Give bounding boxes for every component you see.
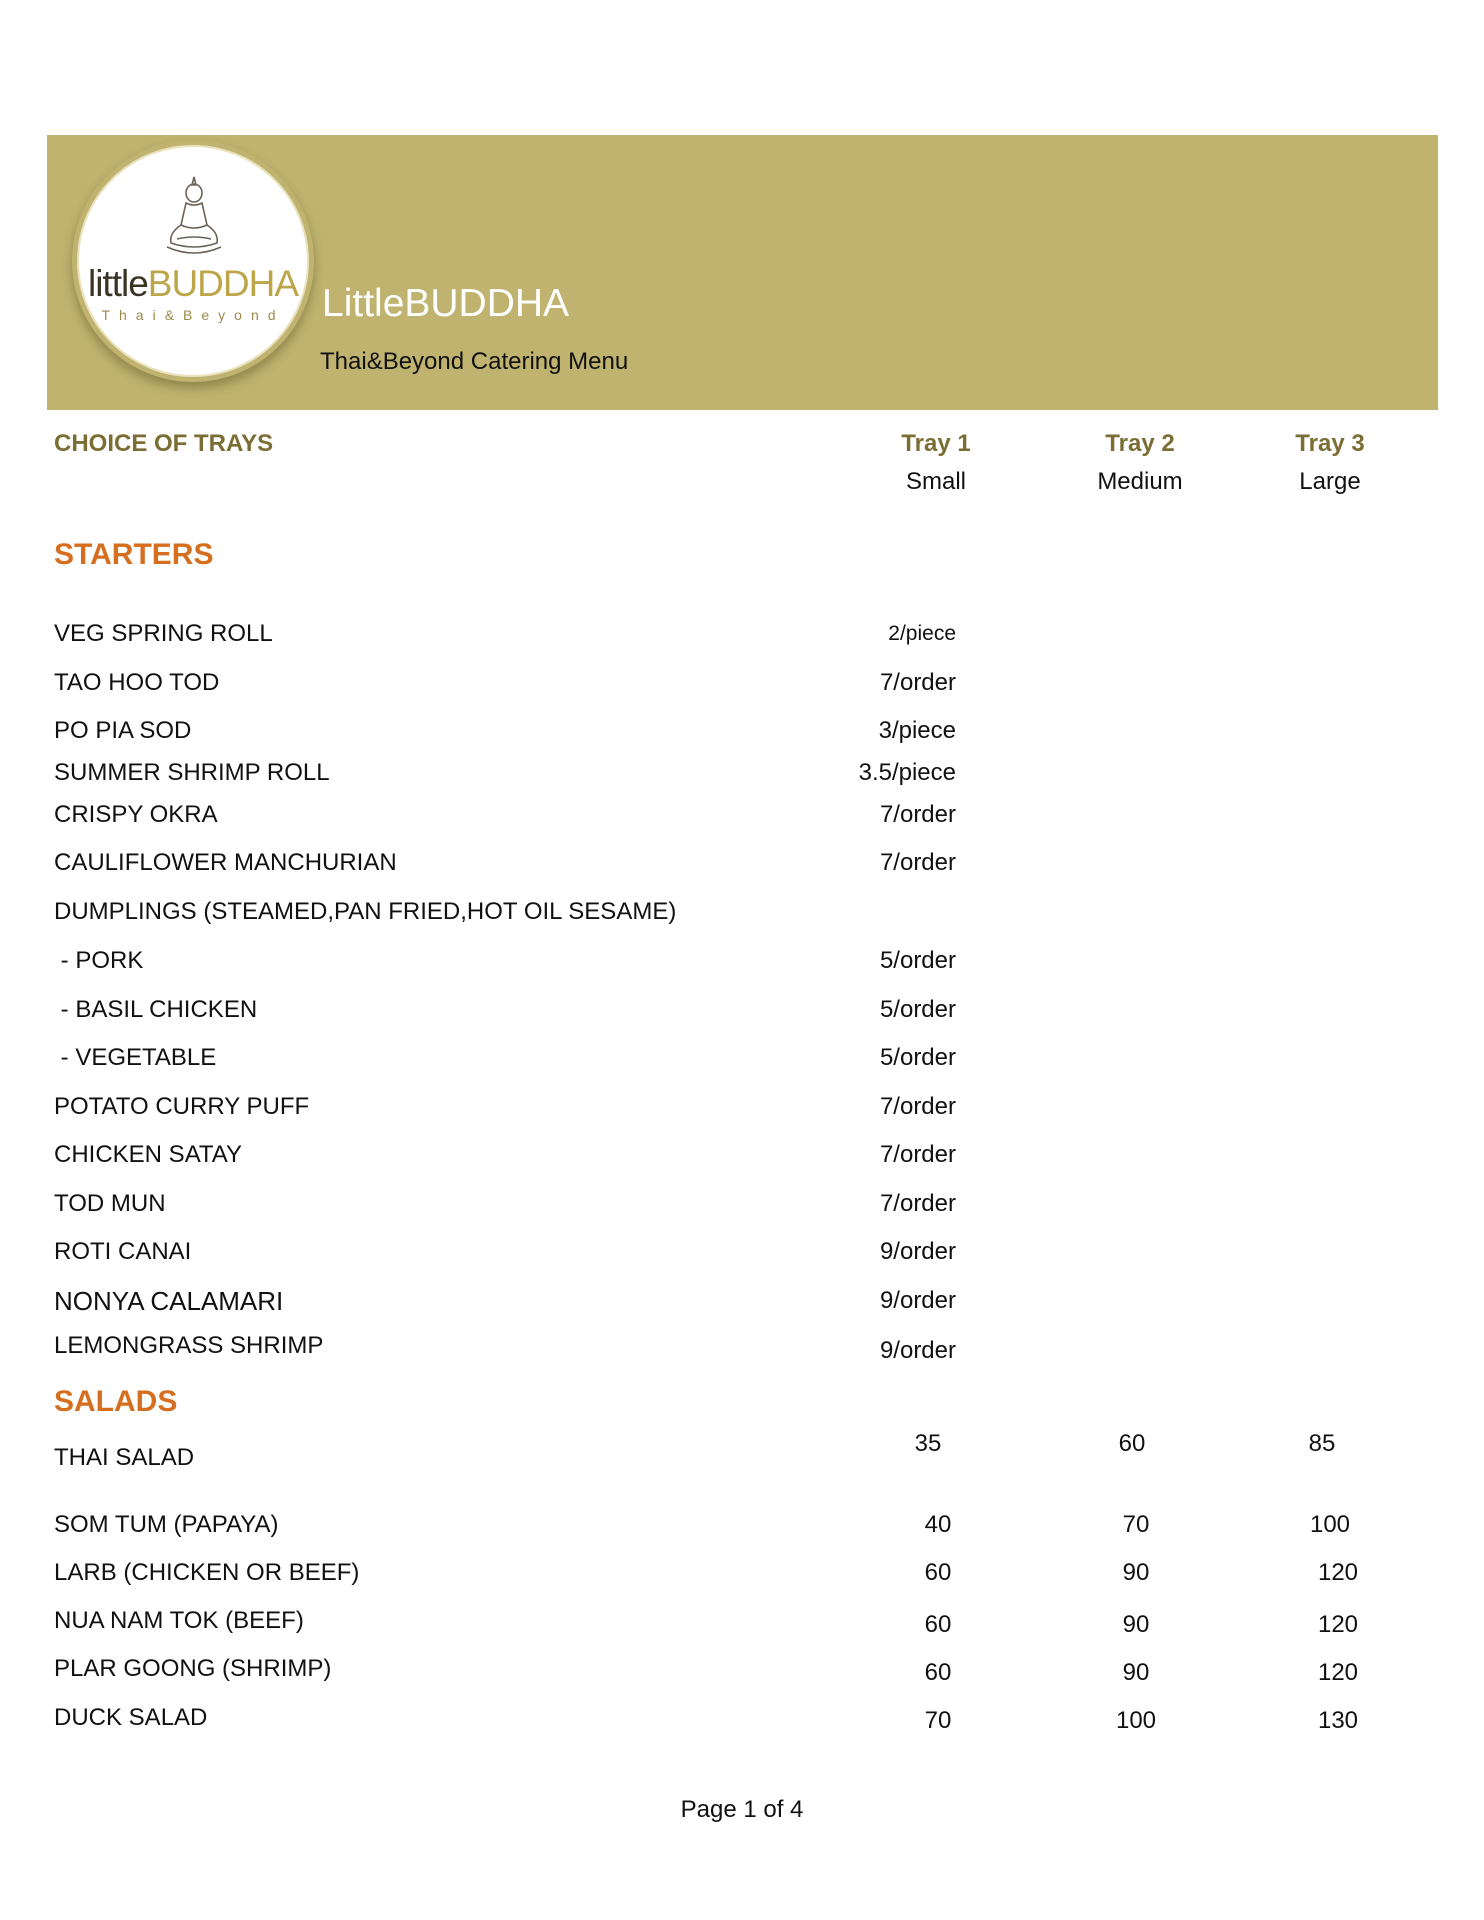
brand-subtitle: Thai&Beyond Catering Menu xyxy=(320,348,629,375)
menu-item-name: TAO HOO TOD xyxy=(54,669,220,696)
menu-item-price: 9/order xyxy=(879,1287,956,1314)
tray1-price: 60 xyxy=(924,1611,952,1638)
menu-item-price: 9/order xyxy=(879,1337,956,1364)
tray1-size: Small xyxy=(905,468,966,495)
tray2-price: 90 xyxy=(1122,1659,1150,1686)
trays-heading: CHOICE OF TRAYS xyxy=(54,430,274,457)
menu-item-price: 7/order xyxy=(879,801,956,828)
menu-item-price: 5/order xyxy=(879,1044,956,1071)
menu-item-name: SUMMER SHRIMP ROLL xyxy=(54,759,330,786)
menu-item-name: ROTI CANAI xyxy=(54,1238,192,1265)
tray3-price: 100 xyxy=(1309,1511,1351,1538)
tray1-price: 35 xyxy=(914,1430,942,1457)
tray2-price: 70 xyxy=(1122,1511,1150,1538)
menu-item-name: LEMONGRASS SHRIMP xyxy=(54,1332,324,1359)
menu-item-name: - BASIL CHICKEN xyxy=(54,996,258,1023)
logo-wordmark: littleBUDDHA xyxy=(87,263,299,304)
menu-item-name: PLAR GOONG (SHRIMP) xyxy=(54,1655,332,1682)
menu-item-name: - VEGETABLE xyxy=(54,1044,217,1071)
menu-item-name: DUMPLINGS (STEAMED,PAN FRIED,HOT OIL SESAME) xyxy=(54,898,677,925)
tray3-price: 120 xyxy=(1317,1611,1359,1638)
tray2-price: 90 xyxy=(1122,1611,1150,1638)
menu-item-price: 5/order xyxy=(879,947,956,974)
tray3-price: 120 xyxy=(1317,1659,1359,1686)
menu-item-price: 3.5/piece xyxy=(858,759,956,786)
menu-item-name: LARB (CHICKEN OR BEEF) xyxy=(54,1559,360,1586)
tray3-label: Tray 3 xyxy=(1295,430,1365,457)
menu-item-name: NONYA CALAMARI xyxy=(54,1286,284,1316)
tray3-price: 85 xyxy=(1308,1430,1336,1457)
menu-item-price: 7/order xyxy=(879,1190,956,1217)
logo-tagline: Thai&Beyond xyxy=(101,307,285,323)
menu-item-price: 9/order xyxy=(879,1238,956,1265)
menu-item-name: NUA NAM TOK (BEEF) xyxy=(54,1607,304,1634)
menu-item-name: TOD MUN xyxy=(54,1190,166,1217)
menu-item-name: CRISPY OKRA xyxy=(54,801,218,828)
menu-item-name: THAI SALAD xyxy=(54,1444,195,1471)
menu-item-price: 7/order xyxy=(879,1093,956,1120)
menu-item-name: PO PIA SOD xyxy=(54,717,192,744)
menu-item-name: DUCK SALAD xyxy=(54,1704,208,1731)
logo xyxy=(72,140,314,382)
menu-item-name: - PORK xyxy=(54,947,144,974)
section-heading-salads: SALADS xyxy=(54,1385,178,1418)
menu-item-name: SOM TUM (PAPAYA) xyxy=(54,1511,279,1538)
menu-item-price: 7/order xyxy=(879,669,956,696)
tray1-price: 70 xyxy=(924,1707,952,1734)
tray2-size: Medium xyxy=(1097,468,1183,495)
tray1-price: 40 xyxy=(924,1511,952,1538)
page-number: Page 1 of 4 xyxy=(680,1796,804,1823)
tray2-price: 100 xyxy=(1115,1707,1157,1734)
tray3-price: 130 xyxy=(1317,1707,1359,1734)
menu-item-name: CAULIFLOWER MANCHURIAN xyxy=(54,849,397,876)
tray2-price: 90 xyxy=(1122,1559,1150,1586)
tray3-price: 120 xyxy=(1317,1559,1359,1586)
tray1-label: Tray 1 xyxy=(901,430,971,457)
menu-item-price: 7/order xyxy=(879,1141,956,1168)
menu-item-price: 7/order xyxy=(879,849,956,876)
menu-item-name: VEG SPRING ROLL xyxy=(54,620,273,647)
tray1-price: 60 xyxy=(924,1559,952,1586)
tray3-size: Large xyxy=(1299,468,1361,495)
brand-title: LittleBUDDHA xyxy=(322,282,570,325)
menu-item-price: 2/piece xyxy=(888,622,956,645)
tray2-label: Tray 2 xyxy=(1105,430,1175,457)
menu-item-price: 5/order xyxy=(879,996,956,1023)
tray1-price: 60 xyxy=(924,1659,952,1686)
buddha-icon xyxy=(159,173,229,263)
section-heading-starters: STARTERS xyxy=(54,538,214,571)
menu-item-name: POTATO CURRY PUFF xyxy=(54,1093,310,1120)
menu-item-price: 3/piece xyxy=(878,717,956,744)
tray2-price: 60 xyxy=(1118,1430,1146,1457)
menu-item-name: CHICKEN SATAY xyxy=(54,1141,243,1168)
